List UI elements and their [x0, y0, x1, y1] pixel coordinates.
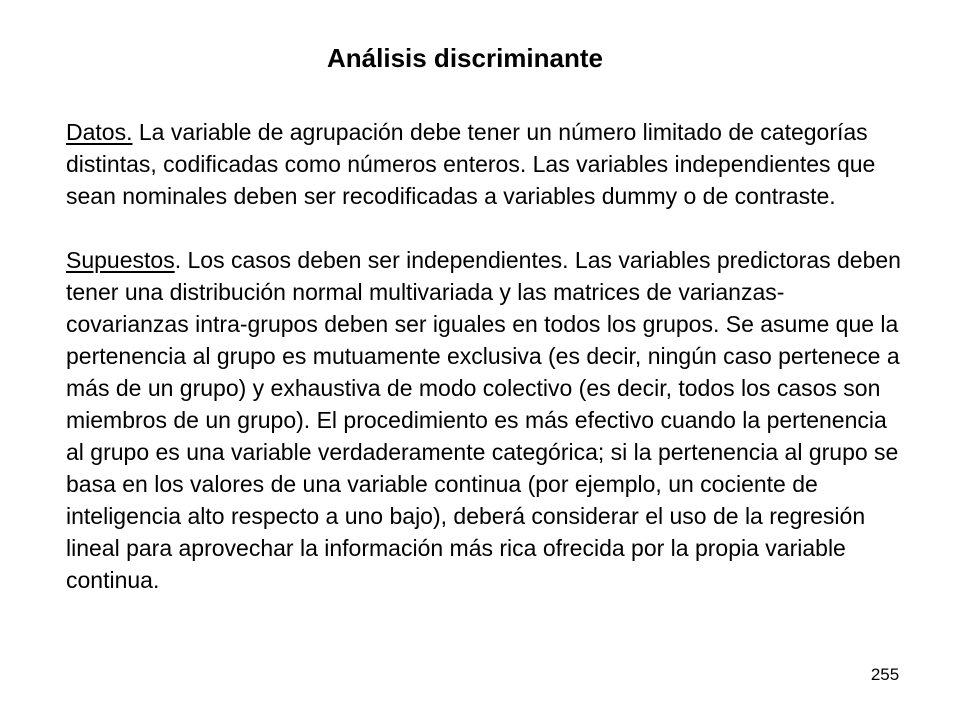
- paragraph-heading-datos: Datos.: [66, 119, 133, 145]
- paragraph-supuestos: [66, 244, 906, 596]
- paragraph-datos: [66, 116, 906, 212]
- paragraph-text-datos: La variable de agrupación debe tener un número limitado de categorías distintas, codificadas como números enteros. Las variables independientes que sean nominales deben ser recodificadas a variables dummy o de contraste.: [66, 119, 876, 209]
- slide-title: Análisis discriminante: [327, 43, 603, 73]
- paragraph-text-supuestos: . Los casos deben ser independientes. Las variables predictoras deben tener una distribución normal multivariada y las matrices de varianzas-covarianzas intra-grupos deben ser iguales en todos los grupos. Se asume que la pertenencia al grupo es mutuamente exclusiva (es decir, ningún caso pertenece a más de un grupo) y exhaustiva de modo colectivo (es decir, todos los casos son miembros de un grupo). El procedimiento es más efectivo cuando la pertenencia al grupo es una variable verdaderamente categórica; si la pertenencia al grupo se basa en los valores de una variable continua (por ejemplo, un cociente de inteligencia alto respecto a uno bajo), deberá considerar el uso de la regresión lineal para aprovechar la información más rica ofrecida por la propia variable continua.: [66, 247, 901, 593]
- paragraph-heading-supuestos: Supuestos: [66, 247, 175, 273]
- slide-body: [66, 116, 906, 596]
- page-number: 255: [870, 665, 900, 684]
